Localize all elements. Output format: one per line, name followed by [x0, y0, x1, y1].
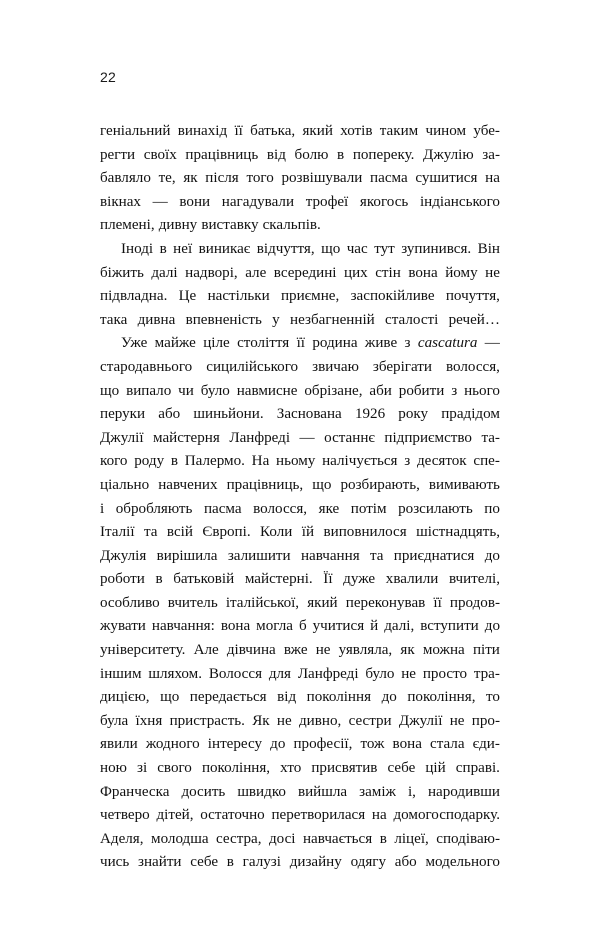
word: майстерні.: [244, 571, 313, 588]
word: дівчина: [226, 642, 276, 659]
word: болю: [294, 146, 329, 163]
word: або: [394, 854, 417, 871]
word: присвятив: [311, 760, 378, 777]
word: не: [401, 665, 417, 682]
word: те,: [158, 170, 176, 187]
word: продов-: [449, 594, 500, 611]
word: шістнадцять,: [416, 524, 500, 541]
body-text-block: [100, 120, 500, 875]
word: —: [299, 429, 315, 446]
word: звичаю: [312, 358, 359, 375]
word: ліцеї,: [394, 830, 429, 847]
word: не: [276, 712, 292, 729]
word: роду: [134, 453, 165, 470]
word: для: [268, 665, 291, 682]
word: обрізане,: [304, 382, 363, 399]
word: Франческа: [100, 783, 170, 800]
word: 1926: [354, 406, 386, 423]
word: в: [170, 453, 179, 470]
word: працівниць: [185, 146, 259, 163]
text-line: [100, 427, 500, 451]
word: сподіваю-: [436, 830, 500, 847]
word: Волосся: [208, 665, 263, 682]
word: в: [159, 240, 167, 257]
word: Іноді: [121, 240, 154, 257]
word: італійської,: [225, 594, 300, 611]
word: було: [365, 665, 395, 682]
word: вона: [408, 264, 438, 281]
word: дизайну: [289, 854, 342, 871]
word: Уже: [121, 335, 148, 352]
word: прадідом: [441, 406, 500, 423]
word: ціле: [203, 335, 230, 352]
word: можна: [422, 642, 465, 659]
word: дітей,: [156, 807, 194, 824]
word: налічується: [322, 453, 398, 470]
word: вона: [392, 736, 422, 753]
word: сицилійського: [206, 358, 299, 375]
word: навчених: [158, 476, 218, 493]
word: чи: [178, 382, 194, 399]
word: модельного: [425, 854, 500, 871]
word: відчуття,: [256, 240, 315, 257]
word: Європі.: [202, 524, 251, 541]
word: було: [200, 382, 230, 399]
text-line: [100, 450, 500, 474]
word: Ланфреді: [297, 665, 359, 682]
word: приємне,: [280, 288, 340, 305]
word: але: [245, 264, 267, 281]
word: заспокійливе: [350, 288, 435, 305]
word: хто: [280, 760, 302, 777]
word: якогось: [359, 193, 409, 210]
word: працівниць,: [226, 476, 304, 493]
text-line: [100, 332, 500, 356]
word: батьковій: [173, 571, 235, 588]
word: Палермо.: [184, 453, 245, 470]
word: про-: [471, 712, 500, 729]
word: просто: [422, 665, 468, 682]
word: На: [251, 453, 270, 470]
word: від: [277, 689, 297, 706]
word: така: [100, 311, 128, 328]
text-line: [100, 285, 500, 309]
word: сестри: [348, 712, 392, 729]
word: з: [404, 453, 411, 470]
word: який: [302, 123, 333, 139]
word: жодного: [145, 736, 200, 753]
word: індіанського: [419, 193, 500, 210]
word: їхня: [135, 712, 163, 729]
word: неї: [173, 240, 193, 257]
word: нього: [464, 382, 500, 399]
word: який: [307, 594, 338, 611]
word: як: [400, 642, 415, 659]
word: розбирають,: [340, 476, 420, 493]
word: учитися: [312, 618, 365, 635]
word: в: [379, 830, 387, 847]
word: навчання: [300, 547, 360, 564]
word: швидко: [237, 783, 286, 800]
word: покоління,: [407, 689, 476, 706]
word: ною: [100, 760, 127, 777]
word: чином: [425, 123, 467, 139]
word: домогосподарку.: [393, 807, 500, 824]
word: яке: [318, 500, 340, 517]
paragraph: [100, 120, 500, 238]
text-line: [100, 592, 500, 616]
word: тра-: [473, 665, 500, 682]
word: молодша: [151, 830, 209, 847]
word: речей…: [448, 311, 500, 328]
word: всередині: [273, 264, 337, 281]
word: року: [398, 406, 429, 423]
text-line: [100, 710, 500, 734]
word: трофеї: [305, 193, 349, 210]
word: попереку.: [352, 146, 415, 163]
word: б: [298, 618, 307, 635]
word: передається: [189, 689, 267, 706]
word: хотів: [340, 123, 373, 139]
word: до: [381, 689, 397, 706]
text-line: [100, 380, 500, 404]
word: по: [484, 500, 500, 517]
word: що: [160, 689, 180, 706]
word: університету.: [100, 642, 186, 659]
word: заміж: [359, 783, 396, 800]
word: геніальний: [100, 123, 171, 139]
word: впевненість: [185, 311, 262, 328]
word: виникає: [198, 240, 251, 257]
word: Джулія: [100, 547, 147, 564]
word: Це: [178, 288, 197, 305]
word: підвладна.: [100, 288, 168, 305]
word: їй: [301, 524, 315, 541]
word: виставку: [201, 217, 259, 234]
word: остаточно: [200, 807, 265, 824]
text-line: [100, 120, 500, 144]
word: робити: [398, 382, 445, 399]
word: дивна: [137, 311, 176, 328]
text-line: [100, 474, 500, 498]
word: Він: [477, 240, 500, 257]
word: в: [337, 146, 345, 163]
word: цих: [344, 264, 368, 281]
text-line: [100, 781, 500, 805]
word: стародавнього: [100, 358, 193, 375]
word: тут: [374, 240, 395, 257]
text-line: [100, 639, 500, 663]
text-line: [100, 757, 500, 781]
word: Як: [252, 712, 270, 729]
word: своїх: [143, 146, 177, 163]
word: далі: [151, 264, 178, 281]
word: бавляло: [100, 170, 151, 187]
word: розсилають: [398, 500, 473, 517]
word: залишити: [227, 547, 291, 564]
word: Ланфреді: [229, 429, 291, 446]
word: того: [246, 170, 274, 187]
word: винахід: [177, 123, 228, 139]
word: піти: [472, 642, 500, 659]
word: волосся,: [446, 358, 500, 375]
word: професії,: [293, 736, 353, 753]
word: досить: [181, 783, 226, 800]
word: біжить: [100, 264, 144, 281]
word: скальпів.: [262, 217, 321, 234]
word: аби: [369, 382, 392, 399]
word: навмисне: [236, 382, 298, 399]
word: почуття,: [445, 288, 500, 305]
word: вирішила: [156, 547, 218, 564]
word: розвішували: [281, 170, 363, 187]
text-line: [100, 521, 500, 545]
word: вчителі,: [448, 571, 500, 588]
text-line: [100, 828, 500, 852]
word: була: [100, 712, 129, 729]
word: Але: [193, 642, 219, 659]
text-line: [100, 144, 500, 168]
text-line: [100, 804, 500, 828]
word: зберігати: [372, 358, 432, 375]
word: в: [155, 571, 163, 588]
word: Італії: [100, 524, 135, 541]
word: перуки: [100, 406, 146, 423]
word: особливо: [100, 594, 160, 611]
word: себе: [190, 854, 219, 871]
word: батька,: [250, 123, 296, 139]
word: майстерня: [153, 429, 220, 446]
word: хвалили: [385, 571, 439, 588]
word: йому: [445, 264, 478, 281]
word: перетворилася: [271, 807, 366, 824]
word: від: [266, 146, 286, 163]
word: з: [451, 382, 458, 399]
word: жувати: [100, 618, 146, 635]
word: четверо: [100, 807, 150, 824]
word: після: [205, 170, 239, 187]
word: Аделя,: [100, 830, 144, 847]
word: останнє: [324, 429, 375, 446]
word: і,: [407, 783, 416, 800]
word: навчається: [302, 830, 373, 847]
word: зупинився.: [401, 240, 472, 257]
word: єди-: [472, 736, 500, 753]
word: дуже: [343, 571, 376, 588]
text-line: [100, 403, 500, 427]
word: не: [315, 642, 331, 659]
word: що: [321, 240, 341, 257]
word: чись: [100, 854, 130, 871]
word: Джулію: [423, 146, 474, 163]
word: ньому: [276, 453, 316, 470]
word: пристрасть.: [169, 712, 245, 729]
word: дивну: [158, 217, 198, 234]
word: майже: [154, 335, 196, 352]
word: могла: [256, 618, 293, 635]
text-line: [100, 191, 500, 215]
word: дивно,: [298, 712, 342, 729]
word: таким: [379, 123, 419, 139]
word: на: [485, 170, 500, 187]
text-line: [100, 356, 500, 380]
word: що: [312, 476, 332, 493]
word: вийшла: [297, 783, 348, 800]
word: на: [371, 807, 387, 824]
word: вікнах: [100, 193, 141, 210]
word: Її: [323, 571, 333, 588]
word: одягу: [350, 854, 387, 871]
word: сушитися: [415, 170, 478, 187]
word: галузі: [242, 854, 281, 871]
word: роботи: [100, 571, 145, 588]
word: десяток: [416, 453, 467, 470]
word: та-: [481, 429, 500, 446]
text-line: [100, 851, 500, 875]
word: Коли: [260, 524, 293, 541]
word: за-: [482, 146, 500, 163]
text-line: [100, 545, 500, 569]
word: вступити: [420, 618, 479, 635]
word: не: [485, 264, 500, 281]
word: й: [370, 618, 379, 635]
word: живе: [364, 335, 398, 352]
text-line: [100, 733, 500, 757]
word: Джулії: [100, 429, 144, 446]
text-line: [100, 167, 500, 191]
word: вже: [283, 642, 308, 659]
word: приєднатися: [393, 547, 475, 564]
page-number: 22: [100, 69, 116, 85]
word: покоління,: [201, 760, 271, 777]
text-line: [100, 568, 500, 592]
word: шляхом.: [148, 665, 202, 682]
word: надворі,: [185, 264, 238, 281]
word: обробляють: [115, 500, 193, 517]
word: явили: [100, 736, 138, 753]
word: сталості: [385, 311, 439, 328]
word: покоління: [306, 689, 372, 706]
text-line: [100, 498, 500, 522]
word: як: [183, 170, 198, 187]
word: шиньйони.: [193, 406, 264, 423]
word: волосся,: [253, 500, 308, 517]
word: стала: [430, 736, 465, 753]
paragraph: [100, 238, 500, 332]
word: пасма: [370, 170, 408, 187]
word: нагадували: [221, 193, 295, 210]
text-line: [100, 309, 500, 333]
word: зі: [136, 760, 148, 777]
word: ціально: [100, 476, 150, 493]
word: регти: [100, 146, 136, 163]
word: стін: [375, 264, 401, 281]
word: вимивають: [428, 476, 500, 493]
word: її: [433, 594, 442, 611]
word: справі.: [455, 760, 500, 777]
word: у: [272, 311, 280, 328]
word: дицією,: [100, 689, 150, 706]
word: тож: [360, 736, 385, 753]
word: та: [144, 524, 158, 541]
word: племені,: [100, 217, 155, 234]
text-line: [100, 238, 500, 262]
word: або: [158, 406, 181, 423]
word: досі: [269, 830, 296, 847]
word: Джулії: [398, 712, 443, 729]
word: з: [404, 335, 411, 352]
word: до: [484, 618, 500, 635]
word: в: [226, 854, 234, 871]
text-line: [100, 663, 500, 687]
word: переконував: [345, 594, 426, 611]
word: інтересу: [207, 736, 263, 753]
word: до: [270, 736, 286, 753]
word: її: [296, 335, 305, 352]
word: цій: [425, 760, 446, 777]
text-line: [100, 262, 500, 286]
word: кого: [100, 453, 128, 470]
word: убе-: [473, 123, 500, 139]
word: спе-: [473, 453, 500, 470]
word: —: [152, 193, 168, 210]
word: знайти: [138, 854, 182, 871]
text-line: [100, 686, 500, 710]
word: уявляла,: [338, 642, 393, 659]
word: народивши: [427, 783, 500, 800]
word: час: [346, 240, 368, 257]
word: виповнилося: [323, 524, 407, 541]
word: сестра,: [216, 830, 262, 847]
word: підприємство: [384, 429, 472, 446]
italic-term: cascatura: [417, 335, 478, 352]
word: незбагненній: [290, 311, 375, 328]
word: іншим: [100, 665, 142, 682]
word: Заснована: [276, 406, 342, 423]
word: не: [449, 712, 465, 729]
text-line: [100, 214, 500, 238]
word: та: [369, 547, 384, 564]
word: її: [234, 123, 243, 139]
word: пасма: [203, 500, 242, 517]
word: і: [100, 500, 105, 517]
word: всій: [166, 524, 193, 541]
paragraph: [100, 332, 500, 875]
word: родина: [312, 335, 358, 352]
word: що: [100, 382, 120, 399]
word: навчання:: [151, 618, 215, 635]
word: до: [484, 547, 500, 564]
word: то: [486, 689, 500, 706]
word: настільки: [207, 288, 270, 305]
word: —: [484, 335, 500, 352]
word: свого: [157, 760, 192, 777]
word: вона: [220, 618, 251, 635]
word: далі,: [384, 618, 415, 635]
word: себе: [387, 760, 416, 777]
word: випало: [126, 382, 172, 399]
text-line: [100, 615, 500, 639]
word: століття: [237, 335, 290, 352]
word: вчитель: [167, 594, 218, 611]
word: вони: [179, 193, 211, 210]
word: потім: [350, 500, 387, 517]
